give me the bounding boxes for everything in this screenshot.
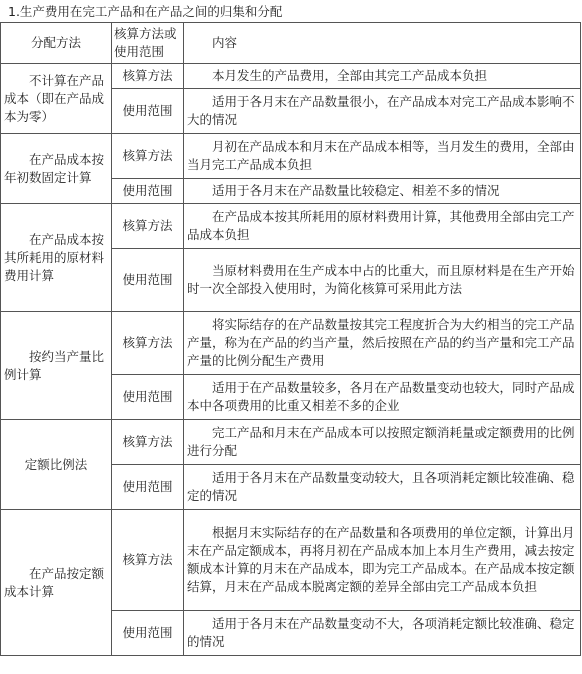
section-title: 1.生产费用在完工产品和在产品之间的归集和分配	[8, 4, 283, 19]
scope-label: 使用范围	[112, 375, 184, 420]
scope-content: 适用于各月末在产品数量变动不大，各项消耗定额比较准确、稳定的情况	[184, 611, 581, 656]
header-basis: 核算方法或使用范围	[112, 23, 184, 64]
calc-label: 核算方法	[112, 204, 184, 249]
method-cell: 不计算在产品成本（即在产品成本为零）	[1, 64, 112, 134]
method-cell: 在产品成本按年初数固定计算	[1, 134, 112, 204]
scope-label: 使用范围	[112, 249, 184, 312]
table-row	[1, 134, 581, 179]
calc-content: 完工产品和月末在产品成本可以按照定额消耗量或定额费用的比例进行分配	[184, 420, 581, 465]
scope-content: 适用于各月末在产品数量比较稳定、相差不多的情况	[184, 179, 581, 204]
scope-label: 使用范围	[112, 179, 184, 204]
calc-label: 核算方法	[112, 64, 184, 89]
scope-content: 适用于各月末在产品数量很小，在产品成本对完工产品成本影响不大的情况	[184, 89, 581, 134]
method-cell: 定额比例法	[1, 420, 112, 510]
calc-content: 月初在产品成本和月末在产品成本相等，当月发生的费用，全部由当月完工产品成本负担	[184, 134, 581, 179]
table-header-row	[1, 23, 581, 64]
scope-label: 使用范围	[112, 465, 184, 510]
scope-content: 当原材料费用在生产成本中占的比重大，而且原材料是在生产开始时一次全部投入使用时，为简化核算可采用此方法	[184, 249, 581, 312]
scope-label: 使用范围	[112, 89, 184, 134]
calc-content: 在产品成本按其所耗用的原材料费用计算，其他费用全部由完工产品成本负担	[184, 204, 581, 249]
calc-label: 核算方法	[112, 312, 184, 375]
calc-label: 核算方法	[112, 420, 184, 465]
method-cell: 按约当产量比例计算	[1, 312, 112, 420]
calc-content: 将实际结存的在产品数量按其完工程度折合为大约相当的完工产品产量，称为在产品的约当产量，然后按照在产品的约当产量和完工产品产量的比例分配生产费用	[184, 312, 581, 375]
table-row	[1, 420, 581, 465]
calc-label: 核算方法	[112, 134, 184, 179]
scope-content: 适用于各月末在产品数量变动较大，且各项消耗定额比较准确、稳定的情况	[184, 465, 581, 510]
table-row	[1, 64, 581, 89]
scope-label: 使用范围	[112, 611, 184, 656]
calc-label: 核算方法	[112, 510, 184, 611]
allocation-methods-table	[0, 22, 581, 656]
header-method: 分配方法	[1, 23, 112, 64]
scope-content: 适用于在产品数量较多，各月在产品数量变动也较大，同时产品成本中各项费用的比重又相差不多的企业	[184, 375, 581, 420]
method-cell: 在产品按定额成本计算	[1, 510, 112, 656]
table-row	[1, 510, 581, 611]
table-row	[1, 312, 581, 375]
table-row	[1, 204, 581, 249]
calc-content: 根据月末实际结存的在产品数量和各项费用的单位定额，计算出月末在产品定额成本，再将月初在产品成本加上本月生产费用，减去按定额成本计算的月末在产品成本，即为完工产品成本。在产品成本按定额结算，月末在产品成本脱离定额的差异全部由完工产品成本负担	[184, 510, 581, 611]
header-content: 内容	[184, 23, 581, 64]
calc-content: 本月发生的产品费用，全部由其完工产品成本负担	[184, 64, 581, 89]
method-cell: 在产品成本按其所耗用的原材料费用计算	[1, 204, 112, 312]
